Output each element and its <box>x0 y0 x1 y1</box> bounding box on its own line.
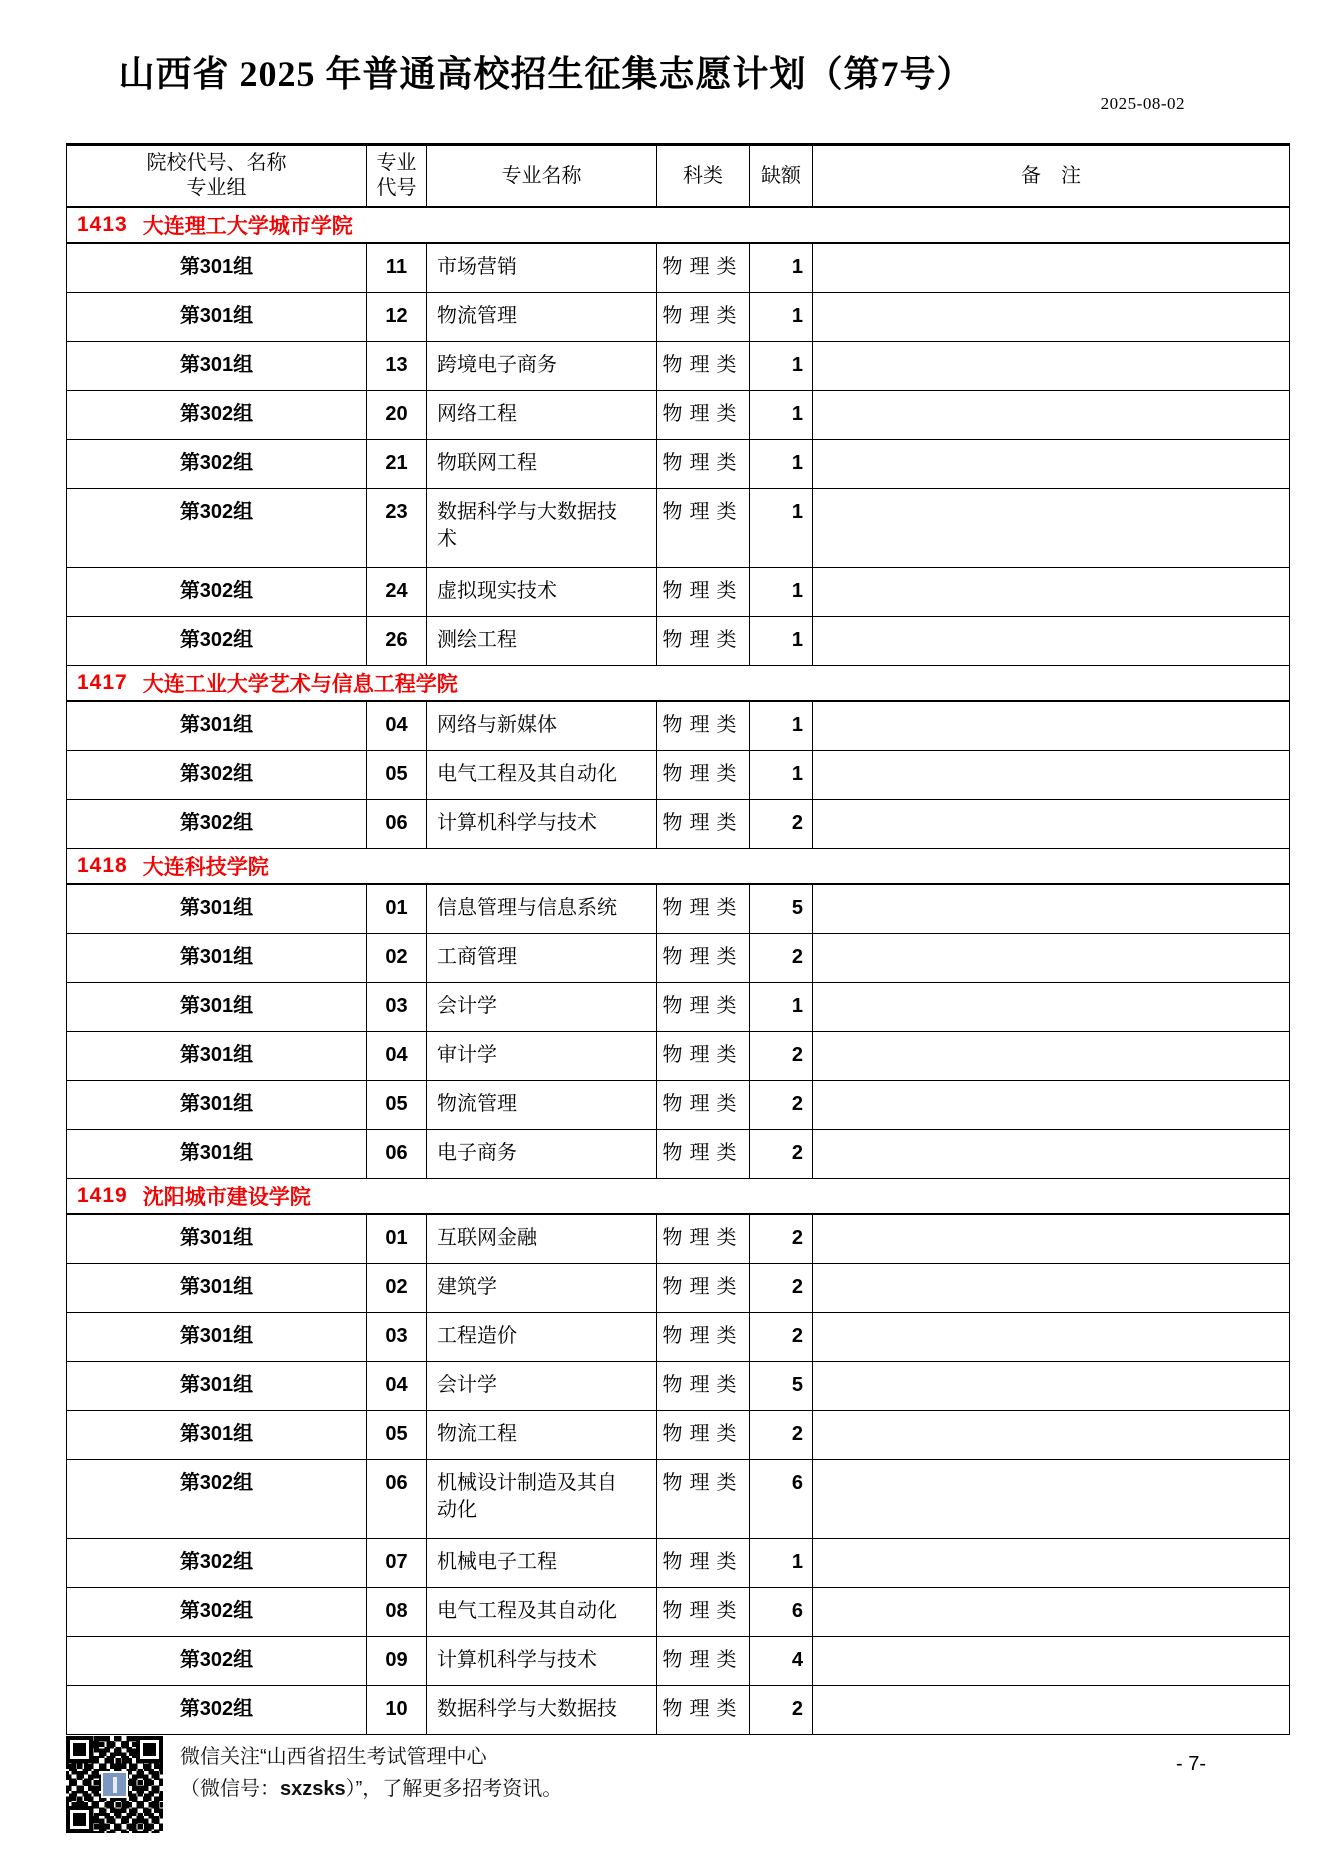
subject-cell: 物理类 <box>657 1081 750 1129</box>
table-row <box>67 751 1289 800</box>
vacancy-cell: 4 <box>750 1637 813 1685</box>
group-cell: 第301组 <box>67 244 367 292</box>
subject-cell: 物理类 <box>657 1362 750 1410</box>
vacancy-cell: 1 <box>750 983 813 1031</box>
wechat-id: sxzsks <box>280 1778 346 1800</box>
subject-cell: 物理类 <box>657 885 750 933</box>
code-cell: 05 <box>367 1411 427 1459</box>
table-row <box>67 1215 1289 1264</box>
section-name: 大连理工大学城市学院 <box>142 215 353 238</box>
name-cell: 会计学 <box>427 1362 657 1410</box>
name-cell: 建筑学 <box>427 1264 657 1312</box>
vacancy-cell: 2 <box>750 1411 813 1459</box>
name-cell: 计算机科学与技术 <box>427 800 657 848</box>
table-row <box>67 1313 1289 1362</box>
remark-cell <box>813 617 1289 665</box>
name-cell: 虚拟现实技术 <box>427 568 657 616</box>
vacancy-cell: 1 <box>750 489 813 567</box>
group-cell: 第302组 <box>67 1460 367 1538</box>
table-row <box>67 1130 1289 1179</box>
vacancy-cell: 1 <box>750 244 813 292</box>
code-cell: 04 <box>367 702 427 750</box>
group-cell: 第301组 <box>67 934 367 982</box>
remark-cell <box>813 568 1289 616</box>
section-code: 1419 <box>77 1184 128 1207</box>
vacancy-cell: 1 <box>750 751 813 799</box>
code-cell: 05 <box>367 1081 427 1129</box>
page-number: - 7- <box>1176 1753 1206 1775</box>
group-cell: 第302组 <box>67 751 367 799</box>
group-cell: 第301组 <box>67 342 367 390</box>
group-cell: 第301组 <box>67 1081 367 1129</box>
table-row <box>67 885 1289 934</box>
table-header-row <box>67 146 1289 208</box>
subject-cell: 物理类 <box>657 293 750 341</box>
remark-cell <box>813 391 1289 439</box>
code-cell: 06 <box>367 800 427 848</box>
header-college: 院校代号、名称 专业组 <box>67 146 367 206</box>
name-cell: 网络与新媒体 <box>427 702 657 750</box>
table-row <box>67 1264 1289 1313</box>
table-row <box>67 1411 1289 1460</box>
subject-cell: 物理类 <box>657 244 750 292</box>
subject-cell: 物理类 <box>657 1215 750 1263</box>
section-code: 1418 <box>77 854 128 877</box>
remark-cell <box>813 702 1289 750</box>
table-row <box>67 1362 1289 1411</box>
remark-cell <box>813 440 1289 488</box>
group-cell: 第301组 <box>67 1411 367 1459</box>
subject-cell: 物理类 <box>657 934 750 982</box>
code-cell: 13 <box>367 342 427 390</box>
subject-cell: 物理类 <box>657 1686 750 1734</box>
vacancy-cell: 2 <box>750 934 813 982</box>
remark-cell <box>813 244 1289 292</box>
name-cell: 机械设计制造及其自动化 <box>427 1460 657 1538</box>
code-cell: 04 <box>367 1032 427 1080</box>
code-cell: 03 <box>367 983 427 1031</box>
name-cell: 工程造价 <box>427 1313 657 1361</box>
table-row <box>67 391 1289 440</box>
table-row <box>67 983 1289 1032</box>
group-cell: 第302组 <box>67 391 367 439</box>
code-cell: 09 <box>367 1637 427 1685</box>
name-cell: 物流管理 <box>427 1081 657 1129</box>
table-row <box>67 293 1289 342</box>
code-cell: 21 <box>367 440 427 488</box>
vacancy-cell: 1 <box>750 293 813 341</box>
page-title: 山西省 2025 年普通高校招生征集志愿计划（第7号） <box>118 54 974 94</box>
code-cell: 23 <box>367 489 427 567</box>
subject-cell: 物理类 <box>657 440 750 488</box>
group-cell: 第302组 <box>67 489 367 567</box>
table-row <box>67 489 1289 568</box>
name-cell: 互联网金融 <box>427 1215 657 1263</box>
subject-cell: 物理类 <box>657 1032 750 1080</box>
group-cell: 第301组 <box>67 1264 367 1312</box>
vacancy-cell: 1 <box>750 702 813 750</box>
remark-cell <box>813 1362 1289 1410</box>
vacancy-cell: 2 <box>750 1081 813 1129</box>
table-row <box>67 1460 1289 1539</box>
vacancy-cell: 2 <box>750 1686 813 1734</box>
footer-line1: 微信关注“山西省招生考试管理中心 <box>180 1746 487 1768</box>
group-cell: 第302组 <box>67 617 367 665</box>
name-cell: 物流工程 <box>427 1411 657 1459</box>
subject-cell: 物理类 <box>657 391 750 439</box>
remark-cell <box>813 342 1289 390</box>
code-cell: 01 <box>367 1215 427 1263</box>
remark-cell <box>813 1637 1289 1685</box>
table-row <box>67 1539 1289 1588</box>
subject-cell: 物理类 <box>657 342 750 390</box>
group-cell: 第301组 <box>67 1362 367 1410</box>
group-cell: 第302组 <box>67 568 367 616</box>
subject-cell: 物理类 <box>657 1460 750 1538</box>
table-row <box>67 244 1289 293</box>
header-major-code: 专业 代号 <box>367 146 427 206</box>
code-cell: 05 <box>367 751 427 799</box>
group-cell: 第301组 <box>67 1130 367 1178</box>
code-cell: 02 <box>367 934 427 982</box>
group-cell: 第302组 <box>67 800 367 848</box>
subject-cell: 物理类 <box>657 1411 750 1459</box>
remark-cell <box>813 293 1289 341</box>
group-cell: 第302组 <box>67 1539 367 1587</box>
code-cell: 04 <box>367 1362 427 1410</box>
vacancy-cell: 6 <box>750 1588 813 1636</box>
code-cell: 02 <box>367 1264 427 1312</box>
remark-cell <box>813 1313 1289 1361</box>
code-cell: 20 <box>367 391 427 439</box>
table-row <box>67 1686 1289 1735</box>
remark-cell <box>813 1460 1289 1538</box>
vacancy-cell: 2 <box>750 1032 813 1080</box>
subject-cell: 物理类 <box>657 983 750 1031</box>
name-cell: 测绘工程 <box>427 617 657 665</box>
table-row <box>67 617 1289 666</box>
vacancy-table <box>66 143 1290 1735</box>
section-band <box>67 666 1289 702</box>
remark-cell <box>813 934 1289 982</box>
table-row <box>67 702 1289 751</box>
code-cell: 03 <box>367 1313 427 1361</box>
remark-cell <box>813 751 1289 799</box>
code-cell: 08 <box>367 1588 427 1636</box>
section-name: 大连工业大学艺术与信息工程学院 <box>142 673 458 696</box>
remark-cell <box>813 1032 1289 1080</box>
group-cell: 第301组 <box>67 1032 367 1080</box>
subject-cell: 物理类 <box>657 568 750 616</box>
code-cell: 24 <box>367 568 427 616</box>
vacancy-cell: 1 <box>750 342 813 390</box>
header-vacancy: 缺额 <box>750 146 813 206</box>
footer-line2: （微信号：sxzsks）”，了解更多招考资讯。 <box>180 1778 563 1800</box>
remark-cell <box>813 1264 1289 1312</box>
subject-cell: 物理类 <box>657 702 750 750</box>
section-name: 大连科技学院 <box>142 856 269 879</box>
vacancy-cell: 5 <box>750 885 813 933</box>
vacancy-cell: 1 <box>750 617 813 665</box>
subject-cell: 物理类 <box>657 1313 750 1361</box>
remark-cell <box>813 489 1289 567</box>
vacancy-cell: 2 <box>750 1264 813 1312</box>
name-cell: 物联网工程 <box>427 440 657 488</box>
subject-cell: 物理类 <box>657 751 750 799</box>
name-cell: 审计学 <box>427 1032 657 1080</box>
code-cell: 12 <box>367 293 427 341</box>
group-cell: 第302组 <box>67 440 367 488</box>
subject-cell: 物理类 <box>657 617 750 665</box>
subject-cell: 物理类 <box>657 1539 750 1587</box>
remark-cell <box>813 1130 1289 1178</box>
group-cell: 第301组 <box>67 983 367 1031</box>
footer-note <box>180 1741 562 1805</box>
code-cell: 07 <box>367 1539 427 1587</box>
name-cell: 网络工程 <box>427 391 657 439</box>
remark-cell <box>813 885 1289 933</box>
name-cell: 数据科学与大数据技术 <box>427 489 657 567</box>
table-row <box>67 1588 1289 1637</box>
vacancy-cell: 6 <box>750 1460 813 1538</box>
header-remark: 备 注 <box>1021 164 1081 187</box>
group-cell: 第302组 <box>67 1588 367 1636</box>
group-cell: 第301组 <box>67 1313 367 1361</box>
table-row <box>67 1032 1289 1081</box>
subject-cell: 物理类 <box>657 800 750 848</box>
remark-cell <box>813 1686 1289 1734</box>
header-major-name: 专业名称 <box>427 146 657 206</box>
code-cell: 26 <box>367 617 427 665</box>
group-cell: 第302组 <box>67 1637 367 1685</box>
remark-cell <box>813 1411 1289 1459</box>
table-row <box>67 1081 1289 1130</box>
vacancy-cell: 2 <box>750 1130 813 1178</box>
table-row <box>67 568 1289 617</box>
group-cell: 第301组 <box>67 702 367 750</box>
group-cell: 第301组 <box>67 885 367 933</box>
qr-center-logo-icon <box>101 1771 128 1798</box>
table-row <box>67 934 1289 983</box>
subject-cell: 物理类 <box>657 1588 750 1636</box>
vacancy-cell: 5 <box>750 1362 813 1410</box>
table-row <box>67 342 1289 391</box>
section-band <box>67 1179 1289 1215</box>
remark-cell <box>813 983 1289 1031</box>
section-code: 1413 <box>77 213 128 236</box>
name-cell: 机械电子工程 <box>427 1539 657 1587</box>
name-cell: 工商管理 <box>427 934 657 982</box>
vacancy-cell: 1 <box>750 568 813 616</box>
group-cell: 第302组 <box>67 1686 367 1734</box>
section-name: 沈阳城市建设学院 <box>142 1186 311 1209</box>
code-cell: 06 <box>367 1460 427 1538</box>
name-cell: 会计学 <box>427 983 657 1031</box>
qr-code <box>66 1736 163 1833</box>
code-cell: 01 <box>367 885 427 933</box>
vacancy-cell: 2 <box>750 800 813 848</box>
remark-cell <box>813 1081 1289 1129</box>
name-cell: 信息管理与信息系统 <box>427 885 657 933</box>
remark-cell <box>813 1215 1289 1263</box>
table-row <box>67 800 1289 849</box>
name-cell: 电子商务 <box>427 1130 657 1178</box>
issue-date: 2025-08-02 <box>1100 94 1185 113</box>
vacancy-cell: 2 <box>750 1215 813 1263</box>
remark-cell <box>813 1539 1289 1587</box>
subject-cell: 物理类 <box>657 1130 750 1178</box>
code-cell: 10 <box>367 1686 427 1734</box>
qr-finder-icon <box>66 1806 93 1833</box>
section-band <box>67 849 1289 885</box>
code-cell: 06 <box>367 1130 427 1178</box>
name-cell: 计算机科学与技术 <box>427 1637 657 1685</box>
header-subject: 科类 <box>657 146 750 206</box>
qr-finder-icon <box>136 1736 163 1763</box>
group-cell: 第301组 <box>67 1215 367 1263</box>
subject-cell: 物理类 <box>657 489 750 567</box>
group-cell: 第301组 <box>67 293 367 341</box>
section-code: 1417 <box>77 671 128 694</box>
vacancy-cell: 2 <box>750 1313 813 1361</box>
subject-cell: 物理类 <box>657 1637 750 1685</box>
name-cell: 跨境电子商务 <box>427 342 657 390</box>
name-cell: 市场营销 <box>427 244 657 292</box>
name-cell: 电气工程及其自动化 <box>427 1588 657 1636</box>
name-cell: 数据科学与大数据技 <box>427 1686 657 1734</box>
qr-finder-icon <box>66 1736 93 1763</box>
remark-cell <box>813 1588 1289 1636</box>
subject-cell: 物理类 <box>657 1264 750 1312</box>
table-row <box>67 440 1289 489</box>
code-cell: 11 <box>367 244 427 292</box>
section-band <box>67 208 1289 244</box>
table-body <box>67 208 1289 1735</box>
vacancy-cell: 1 <box>750 1539 813 1587</box>
name-cell: 物流管理 <box>427 293 657 341</box>
vacancy-cell: 1 <box>750 391 813 439</box>
vacancy-cell: 1 <box>750 440 813 488</box>
name-cell: 电气工程及其自动化 <box>427 751 657 799</box>
remark-cell <box>813 800 1289 848</box>
table-row <box>67 1637 1289 1686</box>
